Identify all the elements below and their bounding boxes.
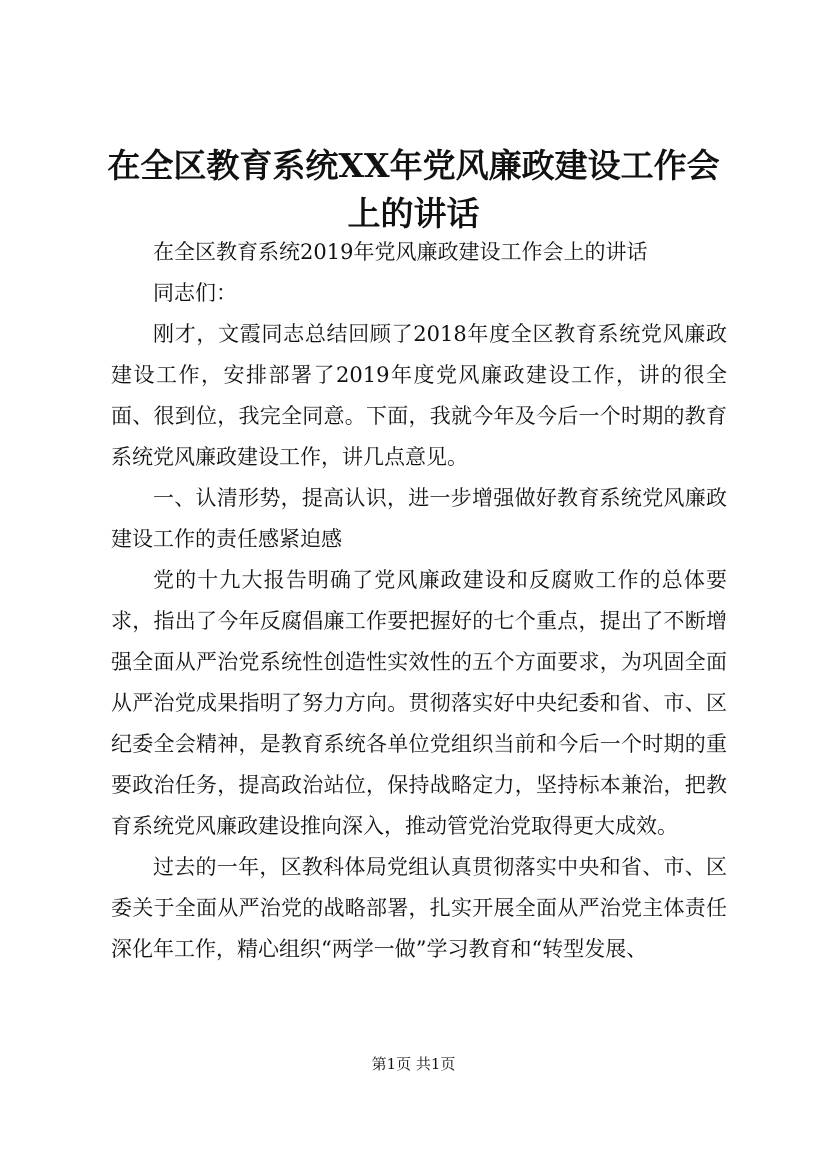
body-paragraph: 刚才，文霞同志总结回顾了2018年度全区教育系统党风廉政建设工作，安排部署了2019年度党风廉政建设工作，讲的很全面、很到位，我完全同意。下面，我就今年及今后一个时期的教育系统党风廉政建设工作，讲几点意见。	[111, 322, 727, 469]
page-footer: 第1页 共1页	[371, 1055, 456, 1073]
salutation-paragraph: 同志们：	[153, 281, 237, 305]
body-paragraph: 过去的一年，区教科体局党组认真贯彻落实中央和省、市、区委关于全面从严治党的战略部署，扎实开展全面从严治党主体责任深化年工作，精心组织“两学一做”学习教育和“转型发展、	[111, 855, 727, 961]
document-body	[111, 232, 727, 970]
section-heading: 一、认清形势，提高认识，进一步增强做好教育系统党风廉政建设工作的责任感紧迫感	[111, 486, 727, 551]
body-paragraph: 党的十九大报告明确了党风廉政建设和反腐败工作的总体要求，指出了今年反腐倡廉工作要把握好的七个重点，提出了不断增强全面从严治党系统性创造性实效性的五个方面要求，为巩固全面从严治党成果指明了努力方向。贯彻落实好中央纪委和省、市、区纪委全会精神，是教育系统各单位党组织当前和今后一个时期的重要政治任务，提高政治站位，保持战略定力，坚持标本兼治，把教育系统党风廉政建设推向深入，推动管党治党取得更大成效。	[111, 568, 727, 838]
document-title: 在全区教育系统XX年党风廉政建设工作会上的讲话	[107, 146, 720, 233]
subtitle-paragraph: 在全区教育系统2019年党风廉政建设工作会上的讲话	[153, 240, 648, 264]
